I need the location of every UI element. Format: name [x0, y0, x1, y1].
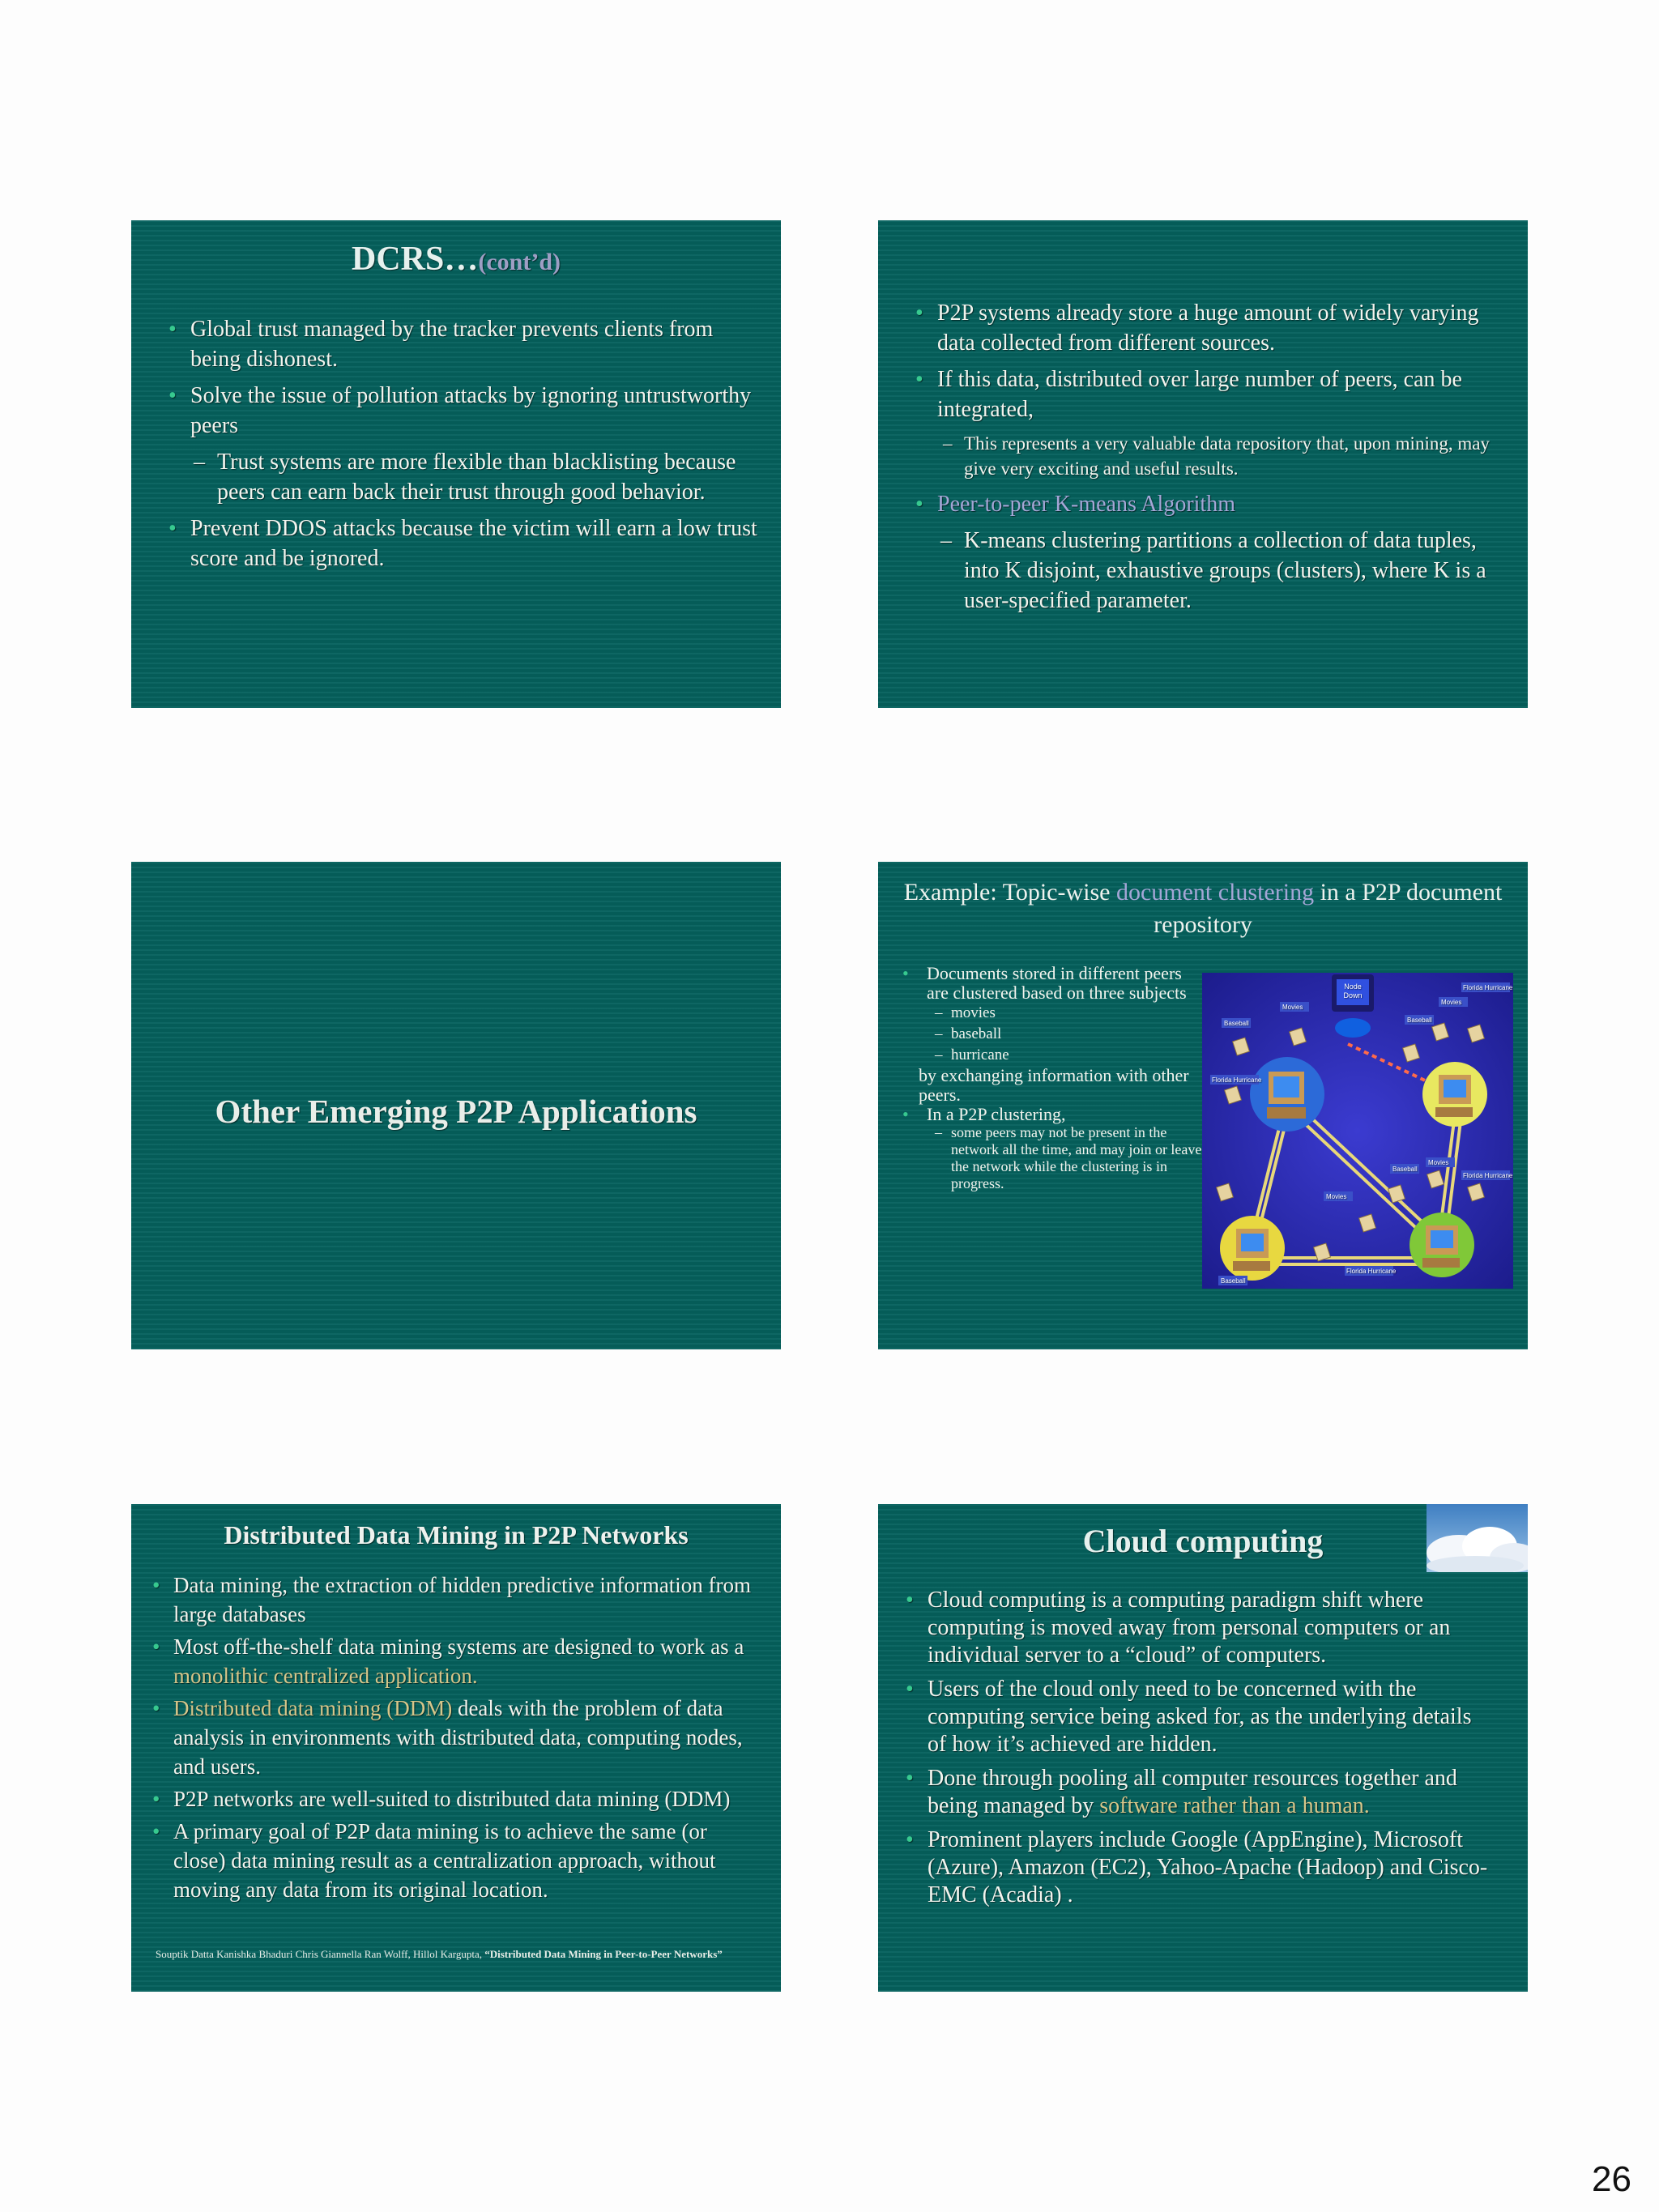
- p2p-network-diagram: [1202, 973, 1513, 1289]
- bullet-list: [164, 314, 765, 580]
- title-sub: (cont’d): [478, 249, 561, 275]
- section-title: Other Emerging P2P Applications: [215, 1093, 697, 1130]
- bullet: • Users of the cloud only need to be concerned with the computing service being asked for, as the underlying details of how it’s achieved are hidden.: [901, 1676, 1495, 1758]
- svg-text:Baseball: Baseball: [1221, 1277, 1246, 1285]
- sub-bullet: – This represents a very valuable data repository that, upon mining, may give very exciting and useful results.: [911, 431, 1505, 481]
- bullet: • Prevent DDOS attacks because the victim will earn a low trust score and be ignored.: [164, 514, 765, 573]
- svg-text:Florida Hurricane: Florida Hurricane: [1463, 1172, 1513, 1179]
- slide-section: [131, 862, 781, 1349]
- citation-footnote: Souptik Datta Kanishka Bhaduri Chris Giannella Ran Wolff, Hillol Kargupta, “Distributed Data Mining in Peer-to-Peer Networks”: [156, 1948, 723, 1960]
- bullet-continuation: by exchanging information with other peers.: [919, 1065, 1189, 1105]
- slide-title: Example: Topic-wise document clustering in a P2P document repository: [903, 879, 1503, 938]
- bullet: • In a P2P clustering,: [899, 1105, 1207, 1124]
- slide-dcrs: [131, 220, 781, 708]
- sub-bullet: – Trust systems are more flexible than blacklisting because peers can earn back their trust through good behavior.: [164, 447, 765, 507]
- svg-text:Florida Hurricane: Florida Hurricane: [1463, 984, 1513, 991]
- svg-text:Movies: Movies: [1282, 1004, 1303, 1011]
- bullet-highlight: Distributed data mining (DDM): [173, 1696, 453, 1720]
- bullet: • Cloud computing is a computing paradigm shift where computing is moved away from personal computers or an individual server to a “cloud” of computers.: [901, 1587, 1495, 1669]
- sub-bullet: – some peers may not be present in the network all the time, and may join or leave the network while the clustering is in progress.: [899, 1124, 1207, 1192]
- bullet: • If this data, distributed over large number of peers, can be integrated,: [911, 364, 1505, 424]
- peer-node-1: [1250, 1057, 1324, 1132]
- bullet: • Data mining, the extraction of hidden predictive information from large databases: [147, 1571, 757, 1629]
- svg-text:Baseball: Baseball: [1407, 1016, 1432, 1024]
- topic-item: – baseball: [899, 1024, 1207, 1045]
- bullet: • P2P systems already store a huge amount of widely varying data collected from different sources.: [911, 298, 1505, 358]
- bullet: • Distributed data mining (DDM) deals with the problem of data analysis in environments with distributed data, computing nodes, and users.: [147, 1694, 757, 1781]
- slide-ddm: [131, 1504, 781, 1992]
- title-text: DCRS…: [351, 241, 479, 278]
- bullet: • Solve the issue of pollution attacks by ignoring untrustworthy peers: [164, 381, 765, 441]
- bullet: • P2P networks are well-suited to distributed data mining (DDM): [147, 1784, 757, 1813]
- svg-text:Florida Hurricane: Florida Hurricane: [1212, 1076, 1262, 1084]
- node-down-icon: [1332, 974, 1374, 1038]
- title-highlight: document clustering: [1115, 879, 1315, 906]
- bullet: • Most off-the-shelf data mining systems are designed to work as a monolithic centralized application.: [147, 1632, 757, 1690]
- svg-text:Movies: Movies: [1326, 1193, 1347, 1200]
- bullet: • Global trust managed by the tracker prevents clients from being dishonest.: [164, 314, 765, 374]
- peer-node-4: [1410, 1213, 1474, 1277]
- svg-text:Down: Down: [1343, 991, 1363, 999]
- bullet: • Documents stored in different peers are clustered based on three subjects: [899, 964, 1207, 1003]
- bullet-highlight: • Peer-to-peer K-means Algorithm: [911, 489, 1505, 519]
- svg-text:Movies: Movies: [1441, 999, 1462, 1006]
- bullet: • Prominent players include Google (AppEngine), Microsoft (Azure), Amazon (EC2), Yahoo-Apache (Hadoop) and Cisco-EMC (Acadia) .: [901, 1826, 1495, 1909]
- slide-cloud: [878, 1504, 1528, 1992]
- topic-item: – hurricane: [899, 1045, 1207, 1066]
- svg-text:Baseball: Baseball: [1224, 1020, 1249, 1027]
- topic-item: – movies: [899, 1003, 1207, 1024]
- slide-example-clustering: [878, 862, 1528, 1349]
- cloud-image: [1427, 1504, 1528, 1572]
- bullet-highlight: monolithic centralized application.: [173, 1664, 478, 1688]
- bullet-list: [147, 1571, 757, 1907]
- svg-text:Node: Node: [1344, 982, 1362, 991]
- svg-text:Baseball: Baseball: [1392, 1166, 1418, 1173]
- bullet-list: [901, 1587, 1495, 1916]
- svg-text:Florida Hurricane: Florida Hurricane: [1346, 1268, 1397, 1275]
- bullet: • Done through pooling all computer resources together and being managed by software rather than a human.: [901, 1765, 1495, 1820]
- slide-title: [131, 240, 781, 279]
- page-number: 26: [1592, 2159, 1631, 2199]
- slide-title: Cloud computing: [1082, 1523, 1324, 1559]
- peer-node-2: [1422, 1062, 1487, 1127]
- slide-title: Distributed Data Mining in P2P Networks: [224, 1520, 689, 1549]
- slide-p2p-data: [878, 220, 1528, 708]
- bullet-list: [911, 298, 1505, 622]
- bullet-list: [899, 964, 1207, 1192]
- sub-bullet: – K-means clustering partitions a collection of data tuples, into K disjoint, exhaustive groups (clusters), where K is a user-specified parameter.: [911, 526, 1505, 616]
- bullet: • A primary goal of P2P data mining is to achieve the same (or close) data mining result as a centralization approach, without moving any data from its original location.: [147, 1817, 757, 1904]
- peer-node-3: [1220, 1216, 1285, 1281]
- svg-text:Movies: Movies: [1428, 1159, 1449, 1166]
- bullet-highlight: software rather than a human.: [1099, 1793, 1370, 1818]
